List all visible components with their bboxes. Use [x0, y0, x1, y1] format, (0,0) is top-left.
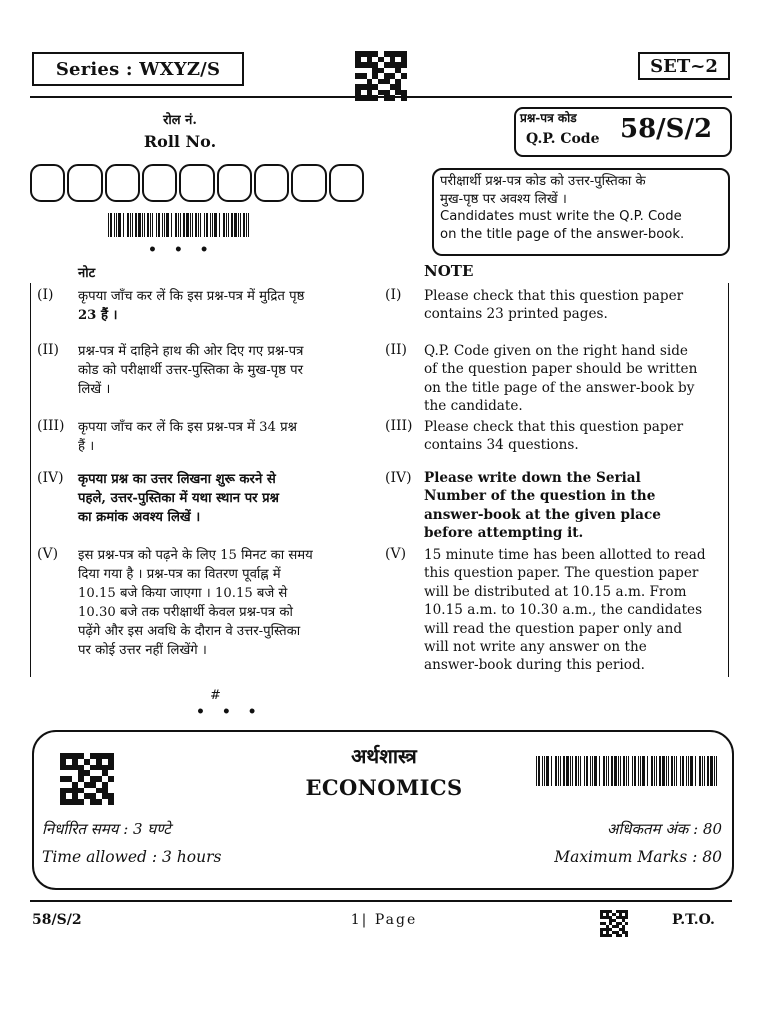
header-rule: [30, 96, 732, 98]
series-box: [32, 52, 244, 86]
time-allowed-hindi: निर्धारित समय : 3 घण्टे: [42, 820, 171, 838]
subject-title-hindi: अर्थशास्त्र: [351, 744, 417, 768]
note-line: लिखें ।: [78, 382, 111, 397]
page-number: 1| Page: [350, 912, 418, 928]
note-line: कृपया प्रश्न का उत्तर लिखना शुरू करने से: [78, 472, 276, 487]
roll-number-box: [142, 164, 177, 202]
note-line: इस प्रश्न-पत्र को पढ़ने के लिए 15 मिनट का समय: [78, 548, 313, 563]
note-title: NOTE: [424, 262, 474, 280]
note-line: हैं ।: [78, 439, 95, 454]
roll-number-box: [329, 164, 364, 202]
hash-mark: #: [210, 688, 221, 703]
note-line: answer-book at the given place: [424, 506, 661, 523]
roll-number-box: [179, 164, 214, 202]
pto-label: P.T.O.: [672, 912, 715, 928]
note-line: 10.30 बजे तक परीक्षार्थी केवल प्रश्न-पत्र को: [78, 605, 293, 620]
note-text: [424, 469, 728, 543]
left-border: [30, 283, 31, 677]
note-line: contains 23 printed pages.: [424, 306, 608, 323]
note-line: दिया गया है । प्रश्न-पत्र का वितरण पूर्वाह्न में: [78, 567, 281, 582]
candidate-instruction-line: परीक्षार्थी प्रश्न-पत्र कोड को उत्तर-पुस्तिका के: [440, 174, 646, 189]
candidate-instruction-line: on the title page of the answer-book.: [440, 226, 685, 242]
note-line: 10.15 बजे किया जाएगा । 10.15 बजे से: [78, 586, 288, 601]
note-number: (V): [37, 546, 59, 562]
note-line: answer-book during this period.: [424, 657, 645, 674]
footer-qp-code: 58/S/2: [32, 912, 82, 928]
note-line: on the title page of the answer-book by: [424, 379, 695, 396]
series-label: Series : WXYZ/S: [55, 58, 221, 80]
note-line: का क्रमांक अवश्य लिखें ।: [78, 510, 201, 525]
qp-code-value: 58/S/2: [620, 114, 713, 144]
note-text: [424, 287, 728, 324]
roll-number-box: [30, 164, 65, 202]
candidate-instruction-line: मुख-पृष्ठ पर अवश्य लिखें ।: [440, 191, 567, 207]
candidate-instruction-line: Candidates must write the Q.P. Code: [440, 209, 682, 224]
qp-code-label: Q.P. Code: [526, 131, 600, 147]
note-line: Please check that this question paper: [424, 288, 684, 304]
maximum-marks-hindi: अधिकतम अंक : 80: [606, 820, 722, 838]
note-text: [424, 546, 728, 675]
dots-divider: • • •: [148, 242, 215, 258]
note-line: पढ़ेंगे और इस अवधि के दौरान वे उत्तर-पुस्तिका: [78, 624, 301, 639]
note-text: [424, 342, 728, 416]
note-line: कृपया जाँच कर लें कि इस प्रश्न-पत्र में मुद्रित पृष्ठ: [78, 289, 305, 304]
roll-number-box: [254, 164, 289, 202]
qr-code-icon: [355, 51, 407, 101]
note-line: Please check that this question paper: [424, 419, 684, 435]
set-box: [638, 52, 730, 80]
note-number: (III): [385, 418, 413, 434]
barcode-icon: [108, 213, 254, 237]
note-number: (I): [385, 287, 402, 303]
note-number: (V): [385, 546, 407, 562]
note-number: (III): [37, 418, 65, 434]
roll-number-box: [217, 164, 252, 202]
note-text: [424, 418, 728, 455]
roll-label-hindi: रोल नं.: [163, 113, 197, 128]
note-line: contains 34 questions.: [424, 437, 579, 454]
candidate-instruction-box: [432, 168, 730, 256]
note-number: (II): [385, 342, 407, 358]
note-line: Number of the question in the: [424, 488, 656, 505]
note-line: will not write any answer on the: [424, 639, 647, 656]
time-allowed: Time allowed : 3 hours: [42, 848, 222, 866]
note-line: पहले, उत्तर-पुस्तिका में यथा स्थान पर प्रश्न: [78, 491, 279, 506]
qr-code-icon: [600, 910, 628, 937]
note-line: 15 minute time has been allotted to read: [424, 547, 706, 563]
note-line: Q.P. Code given on the right hand side: [424, 343, 688, 359]
qp-code-label-hindi: प्रश्न-पत्र कोड: [520, 111, 577, 125]
note-line: 23 हैं ।: [78, 308, 118, 323]
note-line: the candidate.: [424, 398, 523, 415]
note-text-hindi: [78, 418, 380, 456]
note-line: before attempting it.: [424, 525, 584, 542]
note-text-hindi: [78, 287, 380, 325]
note-text-hindi: [78, 470, 380, 527]
roll-number-box: [67, 164, 102, 202]
note-line: प्रश्न-पत्र में दाहिने हाथ की ओर दिए गए प्रश्न-पत्र: [78, 344, 304, 359]
note-line: कृपया जाँच कर लें कि इस प्रश्न-पत्र में 34 प्रश्न: [78, 420, 297, 435]
note-line: Please write down the Serial: [424, 470, 641, 486]
note-line: of the question paper should be written: [424, 361, 698, 378]
note-line: this question paper. The question paper: [424, 565, 699, 582]
note-text-hindi: [78, 546, 380, 660]
note-text-hindi: [78, 342, 380, 399]
note-line: कोड को परीक्षार्थी उत्तर-पुस्तिका के मुख-पृष्ठ पर: [78, 363, 303, 378]
roll-label: Roll No.: [143, 132, 217, 151]
barcode-icon: [536, 756, 720, 786]
set-label: SET~2: [650, 55, 718, 77]
note-line: will read the question paper only and: [424, 620, 683, 637]
note-number: (II): [37, 342, 59, 358]
roll-number-box: [291, 164, 326, 202]
roll-number-box: [105, 164, 140, 202]
note-line: 10.15 a.m. to 10.30 a.m., the candidates: [424, 602, 703, 619]
footer-rule: [30, 900, 732, 902]
note-number: (I): [37, 287, 54, 303]
note-line: पर कोई उत्तर नहीं लिखेंगे ।: [78, 643, 207, 658]
right-border: [728, 283, 729, 677]
note-line: will be distributed at 10.15 a.m. From: [424, 583, 687, 600]
roll-number-boxes: [30, 164, 364, 202]
note-title-hindi: नोट: [78, 266, 96, 281]
dots-divider: • • •: [196, 704, 263, 720]
note-number: (IV): [385, 470, 412, 486]
maximum-marks: Maximum Marks : 80: [554, 848, 722, 866]
subject-title: ECONOMICS: [305, 775, 463, 800]
note-number: (IV): [37, 470, 64, 486]
